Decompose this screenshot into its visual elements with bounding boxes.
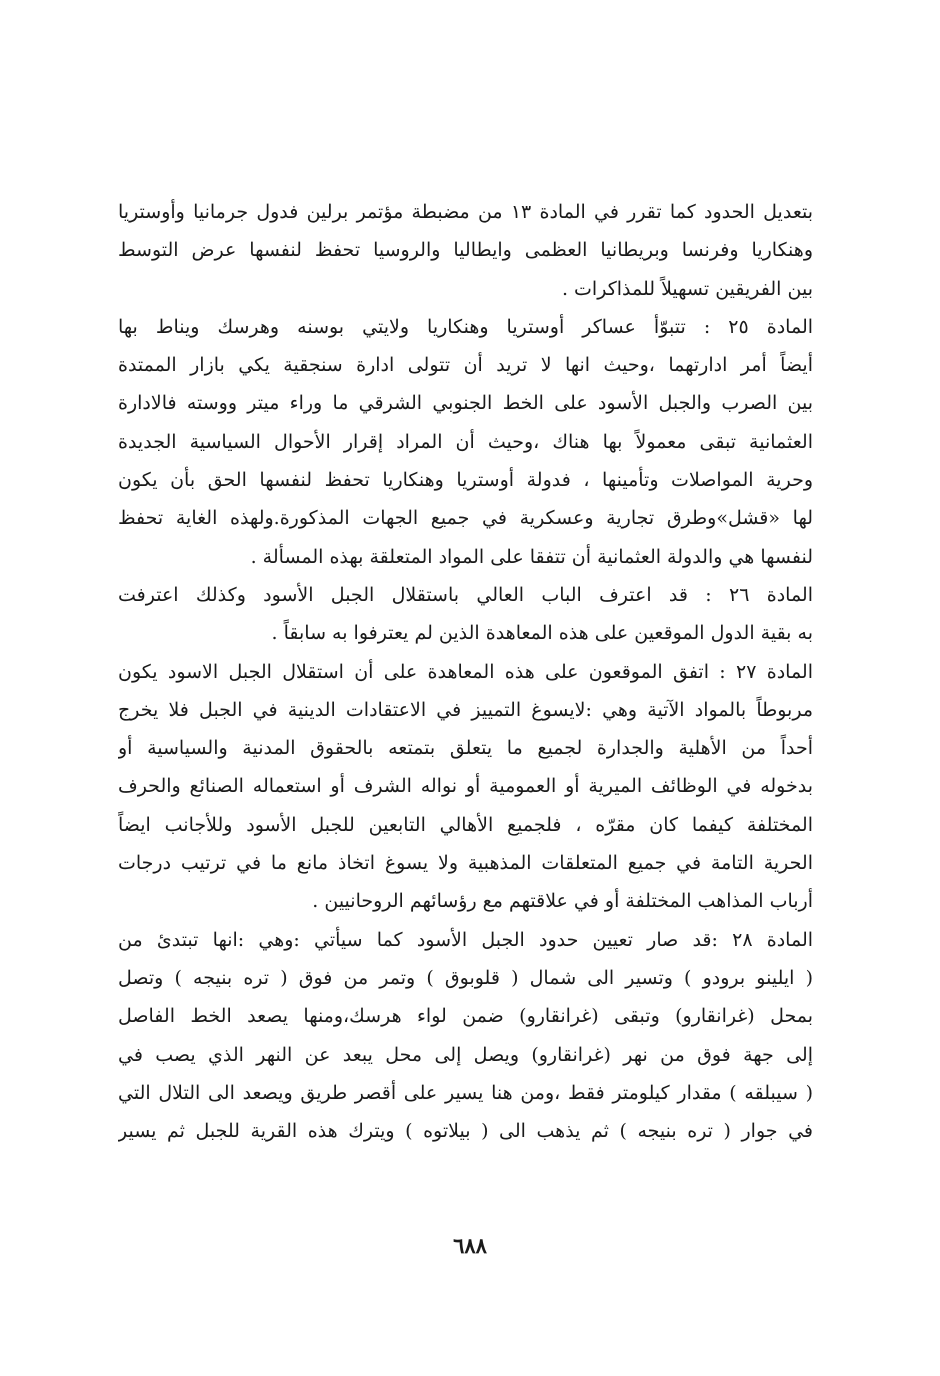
text-line: بمحل (غرانقارو) وتبقى (غرانقارو) ضمن لواء هرسك،ومنها يصعد الخط الفاصل xyxy=(118,1005,813,1028)
text-line: المادة ٢٥ : تتبوّأ عساكر أوستريا وهنكاريا ولايتي بوسنه وهرسك ويناط بها xyxy=(118,315,813,338)
text-line: بدخوله في الوظائف الميرية أو العمومية أو نواله الشرف أو استعماله الصنائع والحرف xyxy=(118,775,813,798)
text-line: المادة ٢٦ : قد اعترف الباب العالي باستقلال الجبل الأسود وكذلك اعترفت xyxy=(118,583,813,606)
text-line: بين الفريقين تسهيلاً للمذاكرات . xyxy=(561,277,813,300)
text-line: ( سيبلقه ) مقدار كيلومتر فقط ،ومن هنا يسير على أقصر طريق ويصعد الى التلال التي xyxy=(118,1081,813,1104)
text-line: إلى جهة فوق من نهر (غرانقارو) ويصل إلى محل يبعد عن النهر الذي يصب في xyxy=(118,1043,813,1066)
text-line: ( ايلينو برودو ) وتسير الى شمال ( قلوبوق ) وتمر من فوق ( تره بنيجه ) وتصل xyxy=(118,966,813,989)
text-line: مربوطاً بالمواد الآتية وهي :لايسوغ التمييز في الاعتقادات الدينية في الجبل فلا يخرج xyxy=(118,698,813,721)
text-line: المادة ٢٨ :قد صار تعيين حدود الجبل الأسود كما سيأتي :وهي :انها تبتدئ من xyxy=(118,928,813,951)
text-line: المادة ٢٧ : اتفق الموقعون على هذه المعاهدة على أن استقلال الجبل الاسود يكون xyxy=(118,660,813,683)
text-line: أحداً من الأهلية والجدارة لجميع ما يتعلق بتمتعه بالحقوق المدنية والسياسية أو xyxy=(118,737,813,760)
text-line: بتعديل الحدود كما تقرر في المادة ١٣ من مضبطة مؤتمر برلين فدول جرمانيا وأوستريا xyxy=(118,201,813,223)
text-line: أيضاً أمر ادارتهما ،وحيث انها لا تريد أن تتولى ادارة سنجقية يكي بازار الممتدة xyxy=(118,354,813,377)
text-line: الحرية التامة في جميع المتعلقات المذهبية ولا يسوغ اتخاذ مانع ما في ترتيب درجات xyxy=(118,852,813,875)
text-line: لها «قشل»وطرق تجارية وعسكرية في جميع الجهات المذكورة.ولهذه الغاية تحفظ xyxy=(118,507,813,530)
text-line: في جوار ( تره بنيجه ) ثم يذهب الى ( بيلاتوه ) ويترك هذه القرية للجبل ثم يسير xyxy=(118,1120,813,1143)
text-line: وحرية المواصلات وتأمينها ، فدولة أوستريا وهنكاريا تحفظ لنفسها الحق بأن يكون xyxy=(118,469,813,492)
text-line: أرباب المذاهب المختلفة أو في علاقتهم مع رؤسائهم الروحانيين . xyxy=(312,890,813,913)
page-number: ٦٨٨ xyxy=(453,1233,487,1258)
text-line: به بقية الدول الموقعين على هذه المعاهدة الذين لم يعترفوا به سابقاً . xyxy=(271,622,813,645)
text-line: لنفسها هي والدولة العثمانية أن تتفقا على المواد المتعلقة بهذه المسألة . xyxy=(250,545,813,568)
body-text xyxy=(118,193,813,1150)
text-line: العثمانية تبقى معمولاً بها هناك ،وحيث أن المراد إقرار الأحوال السياسية الجديدة xyxy=(118,430,813,453)
text-line: بين الصرب والجبل الأسود على الخط الجنوبي الشرقي ما وراء ميتر ووسته فالادارة xyxy=(118,392,813,415)
text-line: المختلفة كيفما كان مقرّه ، فلجميع الأهالي التابعين للجبل الأسود وللأجانب ايضاً xyxy=(118,813,813,836)
text-line: وهنكاريا وفرنسا وبريطانيا العظمى وايطاليا والروسيا تحفظ لنفسها عرض التوسط xyxy=(118,239,813,262)
